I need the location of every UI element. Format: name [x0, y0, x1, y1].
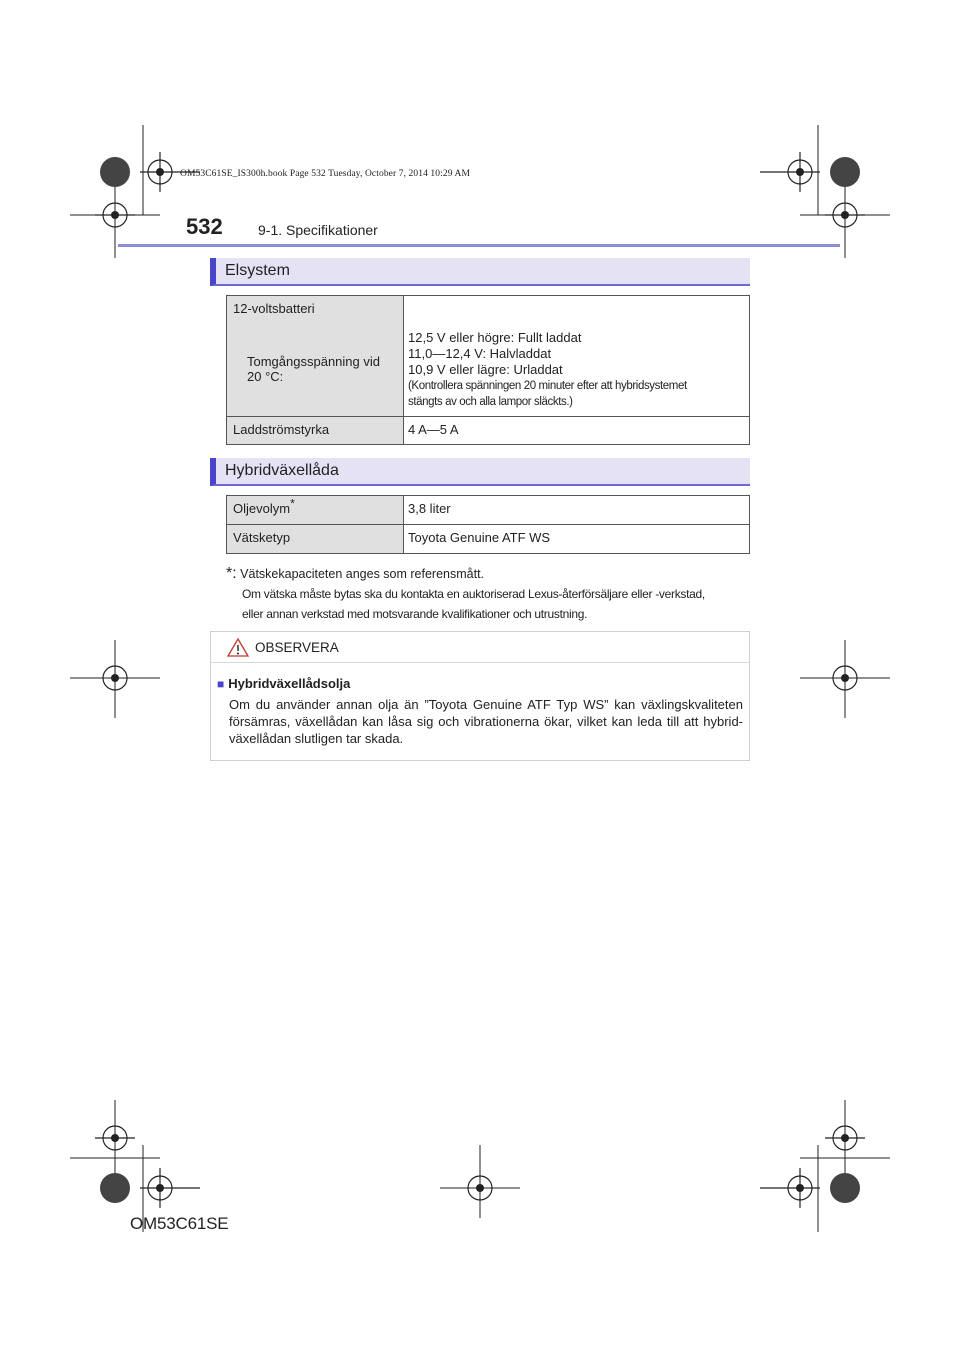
- notice-title: OBSERVERA: [255, 640, 339, 655]
- notice-text: Om du använder annan olja än ”Toyota Genuine ATF Typ WS” kan växlingskvaliteten försämras, växellådan kan låsa sig och vibrationerna ökar, vilket kan leda till att hybrid-växellådan slutligen tar skada.: [229, 697, 743, 746]
- voltage-note-2: stängts av och alla lampor släckts.): [408, 396, 573, 408]
- footnote-line-2: Om vätska måste bytas ska du kontakta en auktoriserad Lexus-återförsäljare eller -verkstad,: [242, 587, 705, 601]
- charge-label: Laddströmstyrka: [227, 417, 404, 445]
- voltage-note-1: (Kontrollera spänningen 20 minuter efter att hybridsystemet: [408, 380, 687, 392]
- voltage-empty: 10,9 V eller lägre: Urladdat: [408, 362, 563, 377]
- notice-item-title-text: Hybridväxellådsolja: [228, 676, 351, 691]
- elsystem-table: [226, 295, 750, 445]
- oil-volume-footnote-mark: *: [290, 496, 295, 511]
- idle-voltage-label-2: 20 °C:: [247, 369, 284, 384]
- section-title: 9-1. Specifikationer: [258, 222, 378, 238]
- elsystem-heading-bar: [210, 258, 750, 286]
- oil-volume-label: Oljevolym: [233, 501, 291, 516]
- voltage-half: 11,0—12,4 V: Halvladdat: [408, 346, 552, 361]
- table-row: [227, 296, 750, 417]
- hybrid-table: [226, 495, 750, 554]
- book-header: OM53C61SE_IS300h.book Page 532 Tuesday, October 7, 2014 10:29 AM: [180, 169, 470, 179]
- battery-label-cell: [227, 296, 404, 417]
- table-row: [227, 525, 750, 554]
- fluid-type-label: Vätsketyp: [227, 525, 404, 554]
- footnote-line-1: Vätskekapaciteten anges som referensmått.: [240, 567, 485, 581]
- voltage-full: 12,5 V eller högre: Fullt laddat: [408, 330, 582, 345]
- battery-value-cell: [404, 296, 750, 417]
- fluid-type-value: Toyota Genuine ATF WS: [404, 525, 750, 554]
- square-bullet-icon: ■: [217, 677, 225, 691]
- table-row: [227, 417, 750, 445]
- idle-voltage-label-1: Tomgångsspänning vid: [247, 354, 380, 369]
- charge-value: 4 A—5 A: [404, 417, 750, 445]
- oil-volume-value: 3,8 liter: [404, 496, 750, 525]
- header-rule: [118, 244, 840, 247]
- footnote-line-3: eller annan verkstad med motsvarande kvalifikationer och utrustning.: [242, 607, 588, 621]
- warning-icon: [227, 637, 249, 657]
- battery-label: 12-voltsbatteri: [233, 301, 315, 316]
- hybrid-heading: Hybridväxellåda: [225, 462, 339, 479]
- footnote-mark: *:: [226, 565, 237, 582]
- oil-volume-label-cell: [227, 496, 404, 525]
- hybrid-heading-bar: [210, 458, 750, 486]
- footer-code: OM53C61SE: [130, 1214, 229, 1233]
- notice-header: [211, 632, 749, 663]
- elsystem-heading: Elsystem: [225, 262, 290, 279]
- notice-box: [210, 631, 750, 761]
- table-row: [227, 496, 750, 525]
- footnote: [226, 564, 756, 624]
- page-number: 532: [186, 214, 223, 239]
- notice-item-title: [217, 676, 350, 691]
